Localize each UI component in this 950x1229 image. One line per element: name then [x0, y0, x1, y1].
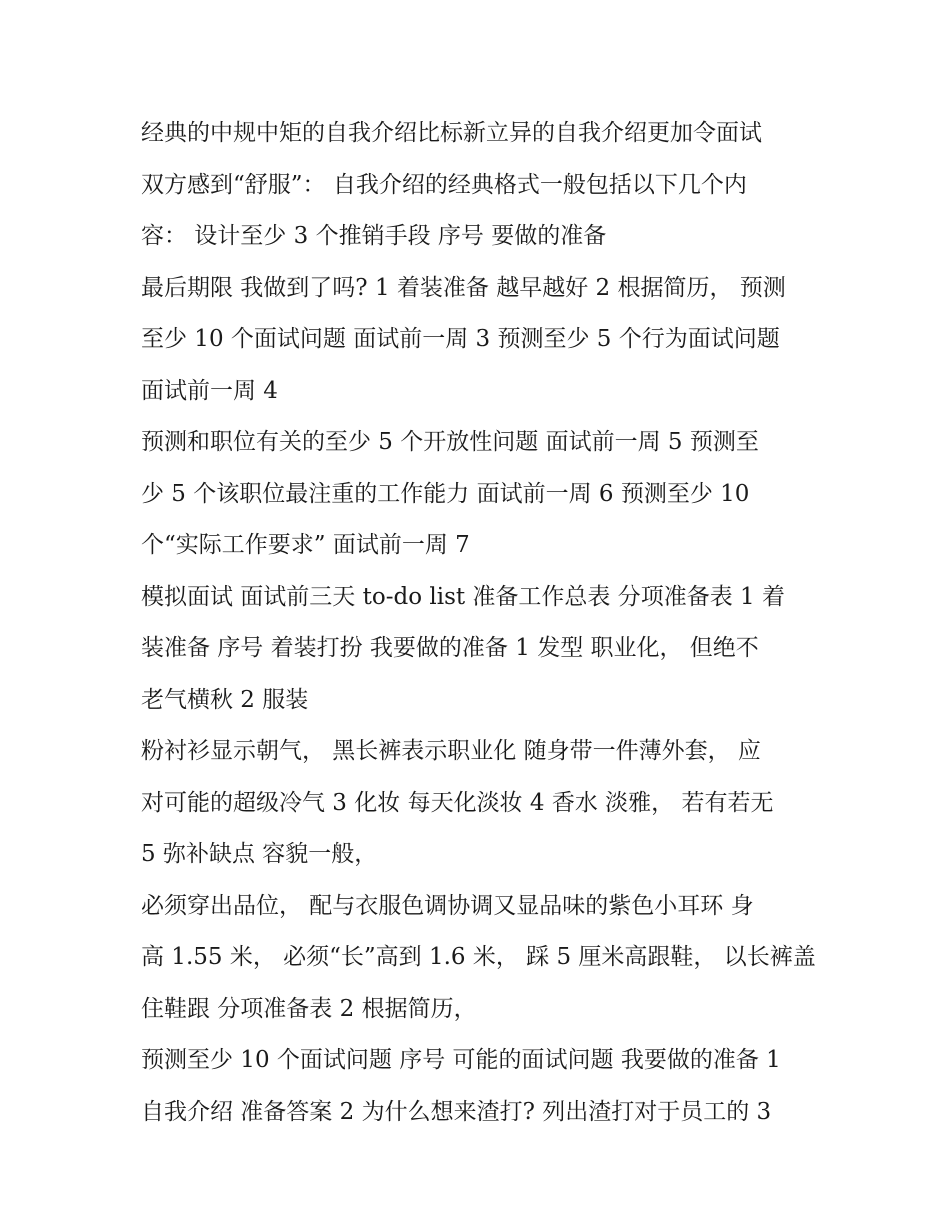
text-line: 面试前一周 4: [141, 377, 278, 404]
text-line: 预测和职位有关的至少 5 个开放性问题 面试前一周 5 预测至: [141, 429, 759, 455]
text-line: 5 弥补缺点 容貌一般，: [141, 841, 378, 867]
text-line: 经典的中规中矩的自我介绍比标新立异的自我介绍更加令面试: [141, 120, 762, 146]
text-line: 对可能的超级冷气 3 化妆 每天化淡妆 4 香水 淡雅， 若有若无: [141, 789, 774, 816]
text-line: 装准备 序号 着装打扮 我要做的准备 1 发型 职业化， 但绝不: [141, 635, 759, 661]
body-text: [141, 108, 821, 1138]
text-line: 粉衬衫显示朝气， 黑长裤表示职业化 随身带一件薄外套， 应: [141, 738, 761, 764]
text-line: 个“实际工作要求” 面试前一周 7: [141, 532, 470, 558]
text-line: 至少 10 个面试问题 面试前一周 3 预测至少 5 个行为面试问题: [141, 326, 780, 352]
text-line: 模拟面试 面试前三天 to-do list 准备工作总表 分项准备表 1 着: [141, 583, 785, 610]
text-line: 容： 设计至少 3 个推销手段 序号 要做的准备: [141, 223, 607, 249]
text-line: 预测至少 10 个面试问题 序号 可能的面试问题 我要做的准备 1: [141, 1047, 781, 1073]
text-line: 必须穿出品位， 配与衣服色调协调又显品味的紫色小耳环 身: [141, 892, 754, 919]
text-line: 住鞋跟 分项准备表 2 根据简历，: [141, 995, 477, 1022]
text-line: 最后期限 我做到了吗? 1 着装准备 越早越好 2 根据简历， 预测: [141, 274, 786, 301]
text-line: 自我介绍 准备答案 2 为什么想来渣打? 列出渣打对于员工的 3: [141, 1098, 772, 1125]
text-line: 高 1.55 米， 必须“长”高到 1.6 米， 踩 5 厘米高跟鞋， 以长裤盖: [141, 944, 816, 970]
text-line: 老气横秋 2 服装: [141, 686, 309, 713]
text-line: 少 5 个该职位最注重的工作能力 面试前一周 6 预测至少 10: [141, 480, 750, 507]
text-line: 双方感到“舒服”： 自我介绍的经典格式一般包括以下几个内: [141, 171, 747, 198]
